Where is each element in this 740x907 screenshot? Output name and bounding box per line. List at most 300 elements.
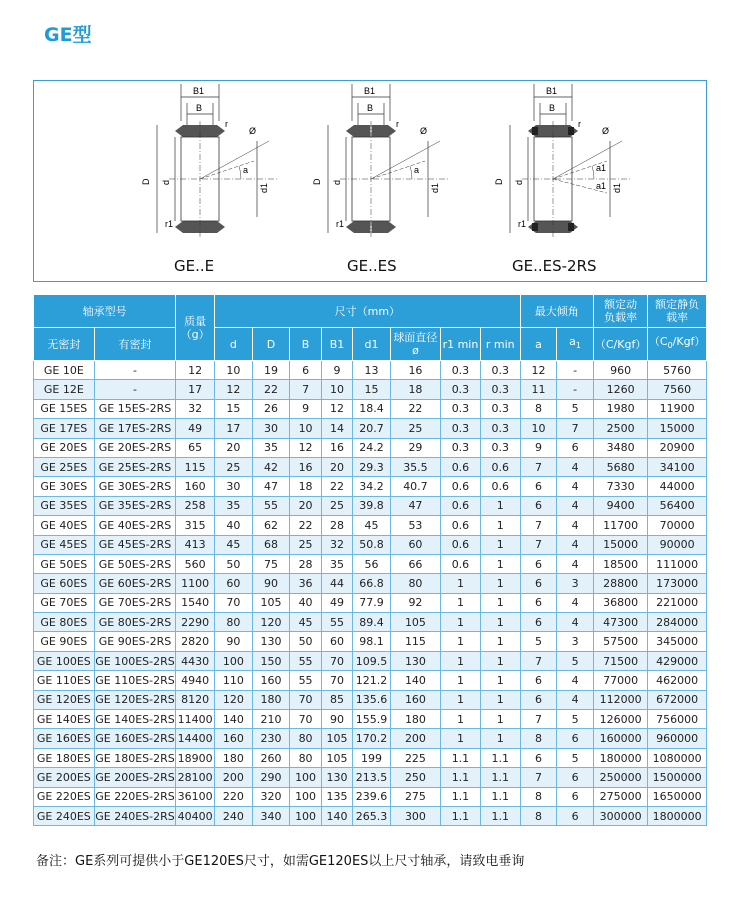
table-cell: 0.3 [441, 438, 481, 457]
table-cell: 30 [215, 477, 253, 496]
table-cell: 0.3 [441, 361, 481, 380]
diagram-panel [33, 80, 707, 282]
table-cell: 1.1 [441, 748, 481, 767]
footnote: 备注：GE系列可提供小于GE120ES尺寸，如需GE120ES以上尺寸轴承，请致电垂询 [36, 854, 525, 869]
table-cell: 70000 [648, 516, 707, 535]
table-cell: 1.1 [480, 768, 520, 787]
table-cell: GE 15ES [34, 399, 95, 418]
table-cell: GE 220ES-2RS [94, 787, 176, 806]
table-cell: 6 [520, 554, 557, 573]
header-mass [176, 295, 215, 361]
table-cell: 40.7 [390, 477, 440, 496]
table-cell: 0.6 [480, 477, 520, 496]
table-row [34, 554, 707, 573]
table-cell: GE 240ES [34, 806, 95, 825]
table-cell: 121.2 [353, 671, 391, 690]
table-cell: 6 [520, 690, 557, 709]
table-cell: 5 [557, 710, 594, 729]
table-cell: 0.3 [480, 438, 520, 457]
table-cell: 111000 [648, 554, 707, 573]
table-cell: 7560 [648, 380, 707, 399]
table-cell: 1 [441, 729, 481, 748]
table-cell: 126000 [593, 710, 647, 729]
table-cell: 60 [390, 535, 440, 554]
table-cell: 4 [557, 671, 594, 690]
table-cell: 98.1 [353, 632, 391, 651]
table-cell: 5 [520, 632, 557, 651]
table-cell: 10 [520, 419, 557, 438]
table-cell: 5680 [593, 457, 647, 476]
table-cell: 1 [480, 593, 520, 612]
table-cell: 1 [441, 710, 481, 729]
label-b: B [367, 103, 374, 113]
table-cell: 25 [290, 535, 321, 554]
table-cell: GE 60ES-2RS [94, 574, 176, 593]
table-cell: 32 [321, 535, 352, 554]
table-cell: 200 [215, 768, 253, 787]
label-d: d [514, 179, 524, 185]
table-cell: 140 [321, 806, 352, 825]
table-cell: 66.8 [353, 574, 391, 593]
table-cell: 130 [390, 651, 440, 670]
table-cell: 672000 [648, 690, 707, 709]
table-cell: 35 [321, 554, 352, 573]
table-cell: 16 [321, 438, 352, 457]
table-cell: 42 [252, 457, 290, 476]
table-cell: 18500 [593, 554, 647, 573]
table-cell: 89.4 [353, 613, 391, 632]
label-d: d [161, 179, 171, 185]
table-cell: 160 [176, 477, 215, 496]
table-cell: 1 [480, 535, 520, 554]
diagram-ge-es-2rs [482, 81, 642, 256]
table-cell: 7 [520, 651, 557, 670]
table-cell: 47 [390, 496, 440, 515]
table-cell: 66 [390, 554, 440, 573]
table-cell: 200 [390, 729, 440, 748]
table-cell: 290 [252, 768, 290, 787]
table-cell: 90 [215, 632, 253, 651]
header-size: 尺寸（mm） [215, 295, 521, 328]
table-cell: GE 45ES [34, 535, 95, 554]
table-cell: 7 [520, 710, 557, 729]
table-cell: 130 [321, 768, 352, 787]
table-cell: GE 35ES [34, 496, 95, 515]
table-cell: 85 [321, 690, 352, 709]
table-cell: 0.6 [441, 535, 481, 554]
table-cell: 22 [390, 399, 440, 418]
table-row [34, 361, 707, 380]
table-cell: 120 [252, 613, 290, 632]
table-cell: 1650000 [648, 787, 707, 806]
table-cell: 6 [520, 574, 557, 593]
table-cell: 1800000 [648, 806, 707, 825]
table-cell: 180000 [593, 748, 647, 767]
label-d1: d1 [612, 182, 622, 193]
table-cell: 960000 [648, 729, 707, 748]
table-cell: 315 [176, 516, 215, 535]
table-cell: 11400 [176, 710, 215, 729]
table-cell: 71500 [593, 651, 647, 670]
table-cell: 44000 [648, 477, 707, 496]
table-cell: 62 [252, 516, 290, 535]
diagram-caption-ge-e: GE..E [174, 257, 215, 275]
table-cell: 40 [290, 593, 321, 612]
table-cell: 28800 [593, 574, 647, 593]
header-no-seal: 无密封 [34, 328, 95, 361]
table-cell: 28 [290, 554, 321, 573]
table-cell: 77000 [593, 671, 647, 690]
header-sphere-diameter: 球面直径ø [390, 328, 440, 361]
table-cell: 1260 [593, 380, 647, 399]
table-cell: 1540 [176, 593, 215, 612]
table-cell: 10 [321, 380, 352, 399]
table-cell: 15 [215, 399, 253, 418]
table-cell: 1 [480, 651, 520, 670]
table-row [34, 768, 707, 787]
table-cell: GE 50ES [34, 554, 95, 573]
table-cell: 6 [557, 729, 594, 748]
table-cell: 1080000 [648, 748, 707, 767]
table-cell: 130 [252, 632, 290, 651]
table-cell: GE 45ES-2RS [94, 535, 176, 554]
table-cell: 0.3 [480, 419, 520, 438]
label-r: r [578, 119, 581, 129]
table-cell: 8120 [176, 690, 215, 709]
table-cell: 10 [215, 361, 253, 380]
table-cell: 250 [390, 768, 440, 787]
table-cell: 6 [520, 613, 557, 632]
table-cell: 220 [215, 787, 253, 806]
table-cell: 53 [390, 516, 440, 535]
table-cell: 9400 [593, 496, 647, 515]
header-D: D [252, 328, 290, 361]
table-cell: 34.2 [353, 477, 391, 496]
table-cell: 35 [252, 438, 290, 457]
table-cell: 4 [557, 457, 594, 476]
table-cell: 47300 [593, 613, 647, 632]
table-cell: 32 [176, 399, 215, 418]
table-cell: 170.2 [353, 729, 391, 748]
table-cell: 0.3 [441, 399, 481, 418]
header-d1: d1 [353, 328, 391, 361]
table-cell: 199 [353, 748, 391, 767]
header-mass-label: 质量 [184, 314, 207, 328]
table-cell: 4 [557, 516, 594, 535]
table-cell: GE 12E [34, 380, 95, 399]
table-cell: 112000 [593, 690, 647, 709]
table-cell: 49 [321, 593, 352, 612]
table-cell: 16 [390, 361, 440, 380]
header-a: a [520, 328, 557, 361]
table-cell: 2500 [593, 419, 647, 438]
table-cell: 1.1 [441, 806, 481, 825]
table-cell: 26 [252, 399, 290, 418]
label-phi: Ø [602, 126, 610, 136]
table-cell: 22 [252, 380, 290, 399]
header-B: B [290, 328, 321, 361]
table-cell: 14400 [176, 729, 215, 748]
table-cell: 18 [390, 380, 440, 399]
table-row [34, 748, 707, 767]
table-cell: GE 110ES [34, 671, 95, 690]
table-cell: GE 90ES [34, 632, 95, 651]
table-cell: 3 [557, 574, 594, 593]
table-cell: 22 [321, 477, 352, 496]
table-cell: 155.9 [353, 710, 391, 729]
table-cell: 5 [557, 651, 594, 670]
table-cell: GE 20ES [34, 438, 95, 457]
label-r1: r1 [336, 219, 345, 229]
label-D: D [312, 178, 322, 185]
table-cell: GE 160ES [34, 729, 95, 748]
table-cell: 92 [390, 593, 440, 612]
table-cell: 210 [252, 710, 290, 729]
header-static-load: 额定静负载率 [648, 295, 707, 328]
header-dynamic-unit: （C/Kgf） [593, 328, 647, 361]
header-model: 轴承型号 [34, 295, 176, 328]
table-cell: 4 [557, 593, 594, 612]
label-a: a [243, 165, 249, 175]
table-cell: 239.6 [353, 787, 391, 806]
table-cell: 36800 [593, 593, 647, 612]
header-B1: B1 [321, 328, 352, 361]
table-cell: 9 [321, 361, 352, 380]
table-cell: 1 [480, 729, 520, 748]
table-cell: GE 110ES-2RS [94, 671, 176, 690]
label-d1: d1 [259, 182, 269, 193]
table-cell: 60 [321, 632, 352, 651]
table-cell: 275 [390, 787, 440, 806]
table-cell: 56 [353, 554, 391, 573]
table-cell: 1 [441, 671, 481, 690]
table-cell: GE 180ES-2RS [94, 748, 176, 767]
table-cell: 22 [290, 516, 321, 535]
table-cell: 1.1 [441, 768, 481, 787]
table-row [34, 419, 707, 438]
table-cell: 49 [176, 419, 215, 438]
label-b: B [549, 103, 556, 113]
table-cell: 6 [290, 361, 321, 380]
table-cell: 5760 [648, 361, 707, 380]
label-r: r [225, 119, 228, 129]
table-cell: 35 [215, 496, 253, 515]
table-cell: 12 [321, 399, 352, 418]
table-cell: 0.6 [441, 554, 481, 573]
table-cell: 180 [390, 710, 440, 729]
table-cell: 7 [520, 516, 557, 535]
table-cell: 55 [290, 651, 321, 670]
table-cell: 77.9 [353, 593, 391, 612]
table-cell: 1 [480, 632, 520, 651]
table-cell: 1 [480, 496, 520, 515]
table-cell: 960 [593, 361, 647, 380]
label-phi: Ø [249, 126, 257, 136]
table-cell: 6 [520, 593, 557, 612]
table-cell: GE 90ES-2RS [94, 632, 176, 651]
table-cell: 240 [215, 806, 253, 825]
table-cell: - [557, 380, 594, 399]
header-r-min: r min [480, 328, 520, 361]
table-cell: 12 [290, 438, 321, 457]
table-cell: 68 [252, 535, 290, 554]
table-cell: 8 [520, 729, 557, 748]
table-cell: 15 [353, 380, 391, 399]
table-cell: 90 [321, 710, 352, 729]
table-cell: 20900 [648, 438, 707, 457]
label-r1: r1 [518, 219, 527, 229]
table-cell: 4 [557, 535, 594, 554]
table-cell: 265.3 [353, 806, 391, 825]
table-row [34, 496, 707, 515]
table-cell: 35.5 [390, 457, 440, 476]
table-cell: 80 [290, 729, 321, 748]
table-cell: 45 [215, 535, 253, 554]
table-cell: 18 [290, 477, 321, 496]
table-cell: 1980 [593, 399, 647, 418]
table-cell: 105 [252, 593, 290, 612]
table-cell: 12 [215, 380, 253, 399]
table-cell: 1 [480, 690, 520, 709]
table-cell: 105 [390, 613, 440, 632]
table-cell: 65 [176, 438, 215, 457]
table-cell: GE 17ES-2RS [94, 419, 176, 438]
table-row [34, 535, 707, 554]
table-cell: 100 [290, 787, 321, 806]
table-cell: 1 [441, 613, 481, 632]
table-cell: GE 40ES-2RS [94, 516, 176, 535]
table-cell: 4 [557, 496, 594, 515]
table-cell: 180 [215, 748, 253, 767]
table-cell: GE 10E [34, 361, 95, 380]
table-cell: 250000 [593, 768, 647, 787]
table-cell: 173000 [648, 574, 707, 593]
table-cell: 0.3 [480, 361, 520, 380]
header-static-unit: $(C_0/Kgf)$ [648, 328, 707, 361]
table-cell: 40400 [176, 806, 215, 825]
table-cell: 9 [290, 399, 321, 418]
table-cell: GE 80ES-2RS [94, 613, 176, 632]
table-cell: 14 [321, 419, 352, 438]
table-cell: 36100 [176, 787, 215, 806]
table-cell: 55 [321, 613, 352, 632]
table-cell: 90 [252, 574, 290, 593]
table-cell: 225 [390, 748, 440, 767]
table-cell: 1 [441, 593, 481, 612]
table-cell: 20.7 [353, 419, 391, 438]
table-cell: 17 [176, 380, 215, 399]
diagram-ge-e [129, 81, 289, 256]
table-row [34, 613, 707, 632]
table-cell: 320 [252, 787, 290, 806]
table-cell: 4 [557, 477, 594, 496]
table-cell: 40 [215, 516, 253, 535]
table-cell: GE 25ES [34, 457, 95, 476]
table-cell: 1 [480, 671, 520, 690]
header-seal: 有密封 [94, 328, 176, 361]
table-cell: 1100 [176, 574, 215, 593]
page-title: GE型 [44, 24, 92, 46]
table-cell: 70 [321, 671, 352, 690]
label-a1-lower: a1 [596, 181, 607, 191]
table-cell: 213.5 [353, 768, 391, 787]
label-b1: B1 [193, 86, 205, 96]
table-cell: 30 [252, 419, 290, 438]
table-cell: 160 [390, 690, 440, 709]
table-cell: 80 [290, 748, 321, 767]
table-cell: 0.6 [441, 516, 481, 535]
table-cell: 110 [215, 671, 253, 690]
table-cell: 90000 [648, 535, 707, 554]
table-cell: 258 [176, 496, 215, 515]
table-cell: 19 [252, 361, 290, 380]
table-cell: GE 140ES-2RS [94, 710, 176, 729]
label-d1: d1 [430, 182, 440, 193]
table-cell: GE 70ES [34, 593, 95, 612]
table-cell: 80 [390, 574, 440, 593]
label-D: D [494, 178, 504, 185]
table-cell: 34100 [648, 457, 707, 476]
table-row [34, 690, 707, 709]
table-cell: GE 220ES [34, 787, 95, 806]
table-cell: 20 [215, 438, 253, 457]
table-cell: 17 [215, 419, 253, 438]
table-cell: 11 [520, 380, 557, 399]
table-cell: GE 140ES [34, 710, 95, 729]
table-cell: 429000 [648, 651, 707, 670]
table-cell: 135 [321, 787, 352, 806]
table-cell: 57500 [593, 632, 647, 651]
table-cell: GE 240ES-2RS [94, 806, 176, 825]
table-row [34, 671, 707, 690]
table-cell: 8 [520, 806, 557, 825]
table-cell: 24.2 [353, 438, 391, 457]
table-cell: 109.5 [353, 651, 391, 670]
table-cell: 4430 [176, 651, 215, 670]
table-cell: 50 [215, 554, 253, 573]
table-cell: 180 [252, 690, 290, 709]
table-row [34, 651, 707, 670]
label-r1: r1 [165, 219, 174, 229]
table-cell: 70 [290, 710, 321, 729]
table-cell: 160 [215, 729, 253, 748]
table-cell: 7 [520, 768, 557, 787]
table-cell: GE 120ES-2RS [94, 690, 176, 709]
table-cell: - [94, 361, 176, 380]
table-cell: 1 [480, 710, 520, 729]
table-cell: 1 [441, 574, 481, 593]
table-cell: 70 [290, 690, 321, 709]
header-r1-min: r1 min [441, 328, 481, 361]
table-cell: 4940 [176, 671, 215, 690]
table-cell: GE 35ES-2RS [94, 496, 176, 515]
table-cell: GE 20ES-2RS [94, 438, 176, 457]
table-cell: 0.3 [480, 380, 520, 399]
label-a: a [414, 165, 420, 175]
table-cell: 1 [480, 516, 520, 535]
table-cell: 0.6 [441, 477, 481, 496]
header-angle: 最大倾角 [520, 295, 593, 328]
table-cell: 5 [557, 399, 594, 418]
table-cell: GE 50ES-2RS [94, 554, 176, 573]
table-cell: 7 [520, 535, 557, 554]
table-cell: 11700 [593, 516, 647, 535]
table-cell: GE 120ES [34, 690, 95, 709]
table-cell: GE 160ES-2RS [94, 729, 176, 748]
table-cell: 7330 [593, 477, 647, 496]
table-cell: 284000 [648, 613, 707, 632]
table-cell: 4 [557, 554, 594, 573]
